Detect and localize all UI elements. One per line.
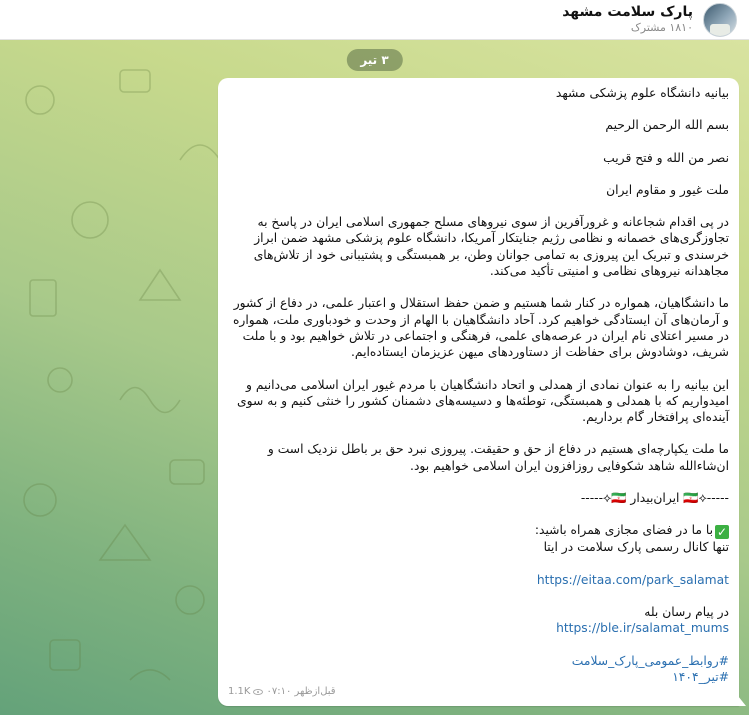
- message-paragraph: ما دانشگاهیان، همواره در کنار شما هستیم و ضمن حفظ استقلال و اعتبار علمی، در دفاع از کشور و آرمان‌های آن ایستادگی خواهیم کرد. آحاد دانشگاهیان با الهام از وحدت و خودباوری ملت، همواره در مسیر اعتلای نام ایران در عرصه‌های علمی، فرهنگی و اجتماعی در تلاش خواهیم بود و با ملت شریف، دوشادوش برای حفاظت از دستاوردهای میهن عزیزمان ایستاده‌ایم.: [232, 296, 729, 360]
- cta-text: با ما در فضای مجازی همراه باشید:: [534, 523, 713, 538]
- message-paragraph: در پی اقدام شجاعانه و غرورآفرین از سوی نیروهای مسلح جمهوری اسلامی ایران در پاسخ به تجاوزگری‌های خصمانه و نظامی رژیم جنایتکار آمریکا، دانشگاه علوم پزشکی مشهد ضمن ابراز خرسندی و تبریک این پیروزی به تمامی جوانان وطن، بر همبستگی و پشتیبانی خود از تلاش‌های مجاهدانه نیروهای نظامی و امنیتی تأکید می‌کند.: [253, 215, 729, 279]
- date-pill: ۳ تیر: [346, 49, 402, 71]
- bale-link[interactable]: https://ble.ir/salamat_mums: [556, 621, 729, 636]
- views-count: 1.1K: [228, 685, 251, 697]
- message-salutation: ملت غیور و مقاوم ایران: [606, 182, 729, 197]
- message-verse: نصر من الله و فتح قریب: [603, 150, 729, 165]
- cta-line-2: تنها کانال رسمی پارک سلامت در ایتا: [543, 540, 729, 555]
- bale-label: در پیام رسان بله: [644, 604, 729, 619]
- channel-title: پارک سلامت مشهد: [562, 4, 693, 20]
- message-basmala: بسم الله الرحمن الرحیم: [605, 118, 729, 133]
- message-paragraph: این بیانیه را به عنوان نمادی از همدلی و اتحاد دانشگاهیان با مردم غیور ایران اسلامی می‌دانیم و امیدواریم که با همدلی و همبستگی، توطئه‌ها و دسیسه‌های دشمنان کشور را خنثی کنیم و به سوی آینده‌ای پرافتخار گام برداریم.: [237, 377, 729, 425]
- channel-info[interactable]: [562, 4, 693, 35]
- green-check-icon: ✓: [716, 525, 728, 540]
- bubble-tail: [738, 696, 746, 706]
- message-signature: -----⟡🇮🇷 ایران‌بیدار 🇮🇷⟡-----: [580, 491, 729, 506]
- message-time: ۰۷:۱۰ قبل‌ازظهر: [266, 685, 336, 697]
- chat-area[interactable]: [0, 40, 749, 715]
- eye-icon: [253, 689, 263, 695]
- cta-line-1: [228, 522, 729, 539]
- eitaa-link[interactable]: https://eitaa.com/park_salamat: [536, 572, 729, 587]
- message-meta: [228, 684, 336, 700]
- message-paragraph: ما ملت یکپارچه‌ای هستیم در دفاع از حق و حقیقت. پیروزی نبرد حق بر باطل نزدیک است و ان‌شاءالله شاهد شکوفایی روزافزون ایران اسلامی خواهیم بود.: [267, 442, 729, 473]
- message-heading: بیانیه دانشگاه علوم پزشکی مشهد: [555, 86, 729, 100]
- message-bubble[interactable]: [218, 78, 739, 706]
- chat-header[interactable]: [0, 0, 749, 40]
- hashtag-public-relations[interactable]: #روابط_عمومی_پارک_سلامت: [571, 653, 729, 668]
- hashtag-month[interactable]: #تیر_۱۴۰۴: [672, 669, 729, 684]
- subscriber-count: ۱۸۱۰ مشترک: [630, 21, 693, 34]
- avatar[interactable]: [703, 3, 737, 37]
